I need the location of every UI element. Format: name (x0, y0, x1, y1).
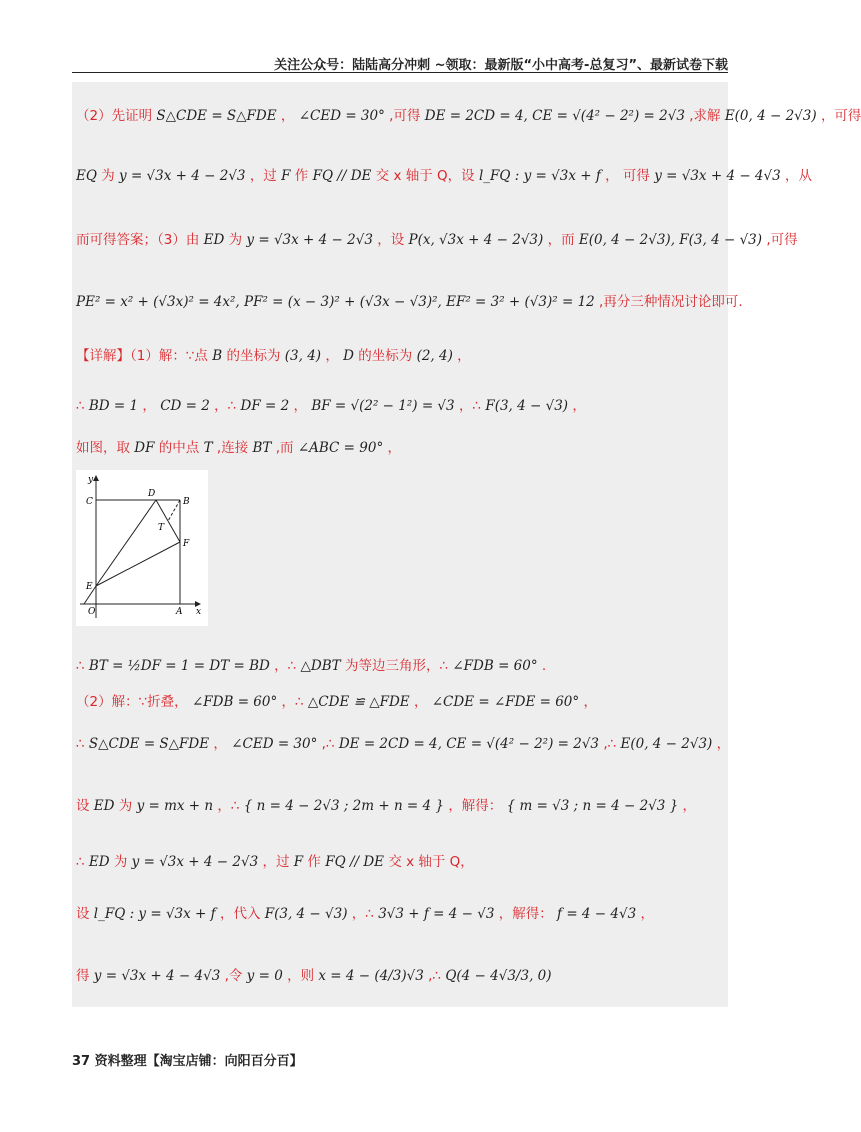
label-B: B (183, 497, 190, 507)
math: S△CDE = S△FDE (156, 108, 277, 124)
text: 作 (307, 854, 321, 870)
text: ， (457, 348, 471, 364)
segment-BT (168, 500, 180, 521)
text: ， (640, 906, 654, 922)
text: ， (413, 694, 428, 710)
math: y = mx + n (136, 798, 214, 814)
text: 为 (228, 232, 243, 248)
text: ， (716, 736, 731, 752)
math: FQ // DE (325, 854, 385, 870)
text: ，可得 (820, 108, 861, 124)
text: ， (583, 694, 597, 710)
math: DE = 2CD = 4, CE = √(4² − 2²) = 2√3 (424, 108, 685, 124)
text: （2）解：∵折叠， (76, 694, 188, 710)
text: 交 x 轴于 Q，设 (375, 168, 475, 184)
label-E: E (86, 582, 93, 592)
math: Q(4 − 4√3/3, 0) (445, 968, 552, 984)
text: 【详解】（1）解：∵点 (76, 348, 208, 364)
page-footer (72, 1050, 303, 1069)
text: ，而 (547, 232, 575, 248)
text: ，过 (262, 854, 290, 870)
math: F (293, 854, 304, 870)
math: y = √3x + 4 − 2√3 (246, 232, 373, 248)
text: ，∴ (214, 398, 237, 414)
math: FQ // DE (312, 168, 372, 184)
math: DF (134, 440, 155, 456)
math: S△CDE = S△FDE (88, 736, 210, 752)
text: ∴ (76, 736, 85, 752)
detail-line-10 (76, 966, 724, 986)
math: ∠ABC = 90° (297, 440, 384, 456)
geometry-figure (76, 470, 208, 626)
text: ∴ (76, 658, 85, 674)
label-O: O (88, 607, 96, 617)
label-x: x (196, 607, 202, 617)
text: 设 (76, 798, 90, 814)
math: E(0, 4 − 2√3) (724, 108, 817, 124)
text: ,令 (224, 968, 243, 984)
text: 的中点 (158, 440, 200, 456)
math: T (203, 440, 213, 456)
math: (2, 4) (416, 348, 453, 364)
math: y = √3x + 4 − 2√3 (119, 168, 246, 184)
math: ED (93, 798, 115, 814)
page-header: 关注公众号：陆陆高分冲刺 ~领取：最新版“小中高考-总复习”、最新试卷下载 (274, 58, 728, 73)
text: 为 (101, 168, 115, 184)
detail-line-4 (76, 656, 724, 676)
segment-DE (96, 500, 156, 586)
detail-line-8 (76, 852, 724, 872)
text: ∴ (76, 854, 85, 870)
math: PE² = x² + (√3x)² = 4x², PF² = (x − 3)² + (√3x − √3)², EF² = 3² + (√3)² = 12 (76, 294, 595, 310)
text: ,连接 (216, 440, 249, 456)
text: ，∴ (281, 694, 304, 710)
text: 而可得答案；（3）由 (76, 232, 200, 248)
text: . (541, 658, 547, 674)
detail-line-2 (76, 396, 724, 416)
text: ，∴ (351, 906, 374, 922)
text: 交 x 轴于 Q， (388, 854, 474, 870)
math: y = √3x + 4 − 4√3 (93, 968, 221, 984)
math: l_FQ : y = √3x + f (93, 906, 216, 922)
math: { n = 4 − 2√3 ; 2m + n = 4 } (243, 798, 445, 814)
math: DE = 2CD = 4, CE = √(4² − 2²) = 2√3 (338, 736, 600, 752)
detail-line-9 (76, 904, 724, 924)
text: 作 (294, 168, 309, 184)
text: 得 (76, 968, 90, 984)
math: y = √3x + 4 − 4√3 (654, 168, 781, 184)
math: CD = 2 (160, 398, 210, 414)
math: BF = √(2² − 1²) = √3 (311, 398, 455, 414)
math: BD = 1 (88, 398, 139, 414)
detail-line-3 (76, 438, 724, 458)
math: E(0, 4 − 2√3) (620, 736, 713, 752)
text: ， (213, 736, 227, 752)
text: 如图，取 (76, 440, 130, 456)
text: ,而 (275, 440, 294, 456)
header-rule (72, 72, 728, 73)
math: { m = √3 ; n = 4 − 2√3 } (506, 798, 679, 814)
math: F(3, 4 − √3) (264, 906, 348, 922)
solution-line-3 (76, 230, 798, 250)
solution-line-4 (76, 292, 743, 312)
detail-line-5 (76, 692, 724, 712)
solution-line-2 (76, 166, 812, 186)
text: 设 (76, 906, 90, 922)
math: △DBT (300, 658, 341, 674)
label-T: T (158, 523, 165, 533)
text: ， (387, 440, 402, 456)
text: ， (280, 108, 295, 124)
text: ,∴ (428, 968, 442, 984)
label-A: A (176, 607, 183, 617)
text: ，从 (785, 168, 812, 184)
text: ,求解 (689, 108, 721, 124)
text: 的坐标为 (358, 348, 413, 364)
segment-EF (96, 542, 180, 586)
math: BT = ½DF = 1 = DT = BD (88, 658, 270, 674)
math: 3√3 + f = 4 − √3 (378, 906, 495, 922)
footer-text: 资料整理【淘宝店铺：向阳百分百】 (94, 1054, 303, 1069)
text: ， (325, 348, 339, 364)
detail-line-1 (76, 346, 724, 366)
text: ， (682, 798, 697, 814)
label-y: y (88, 475, 94, 485)
math: (3, 4) (284, 348, 322, 364)
text: ，代入 (219, 906, 261, 922)
text: （2）先证明 (76, 108, 153, 124)
text: 的坐标为 (226, 348, 281, 364)
text: ，∴ (274, 658, 297, 674)
math: B (212, 348, 223, 364)
math: ED (88, 854, 110, 870)
text: ，∴ (217, 798, 240, 814)
text: ,再分三种情况讨论即可. (599, 294, 743, 310)
page-number: 37 (72, 1054, 91, 1069)
math: △CDE ≌ △FDE (307, 694, 410, 710)
detail-line-7 (76, 796, 724, 816)
math: f = 4 − 4√3 (557, 906, 637, 922)
text: ，设 (377, 232, 405, 248)
text: ,∴ (321, 736, 335, 752)
text: ,∴ (603, 736, 617, 752)
text: ， (293, 398, 308, 414)
math: ∠FDB = 60° (191, 694, 278, 710)
math: E(0, 4 − 2√3), F(3, 4 − √3) (578, 232, 763, 248)
math: ∠CED = 30° (298, 108, 385, 124)
math: DF = 2 (240, 398, 290, 414)
label-D: D (148, 489, 156, 499)
math: P(x, √3x + 4 − 2√3) (408, 232, 544, 248)
math: ∠CDE = ∠FDE = 60° (431, 694, 580, 710)
text: ,可得 (766, 232, 798, 248)
label-F: F (183, 539, 190, 549)
text: ， 可得 (605, 168, 650, 184)
text: ，∴ (458, 398, 482, 414)
math: F(3, 4 − √3) (485, 398, 569, 414)
text: ， (142, 398, 156, 414)
text: ，解得： (448, 798, 503, 814)
label-C: C (86, 497, 93, 507)
math: y = 0 (246, 968, 283, 984)
text: ,可得 (389, 108, 421, 124)
text: ，过 (249, 168, 277, 184)
text: ，解得： (498, 906, 553, 922)
text: 为 (118, 798, 133, 814)
solution-line-1 (76, 106, 861, 126)
math: ∠CED = 30° (231, 736, 318, 752)
math: D (343, 348, 354, 364)
math: ED (203, 232, 225, 248)
detail-line-6 (76, 734, 731, 754)
math: EQ (76, 168, 97, 184)
text: ∴ (76, 398, 85, 414)
math: y = √3x + 4 − 2√3 (131, 854, 259, 870)
text: ， (572, 398, 586, 414)
text: ，则 (287, 968, 315, 984)
text: 为等边三角形，∴ (344, 658, 449, 674)
math: F (281, 168, 291, 184)
math: ∠FDB = 60° (452, 658, 538, 674)
math: l_FQ : y = √3x + f (478, 168, 601, 184)
text: 为 (113, 854, 128, 870)
math: x = 4 − (4/3)√3 (318, 968, 424, 984)
math: BT (252, 440, 272, 456)
